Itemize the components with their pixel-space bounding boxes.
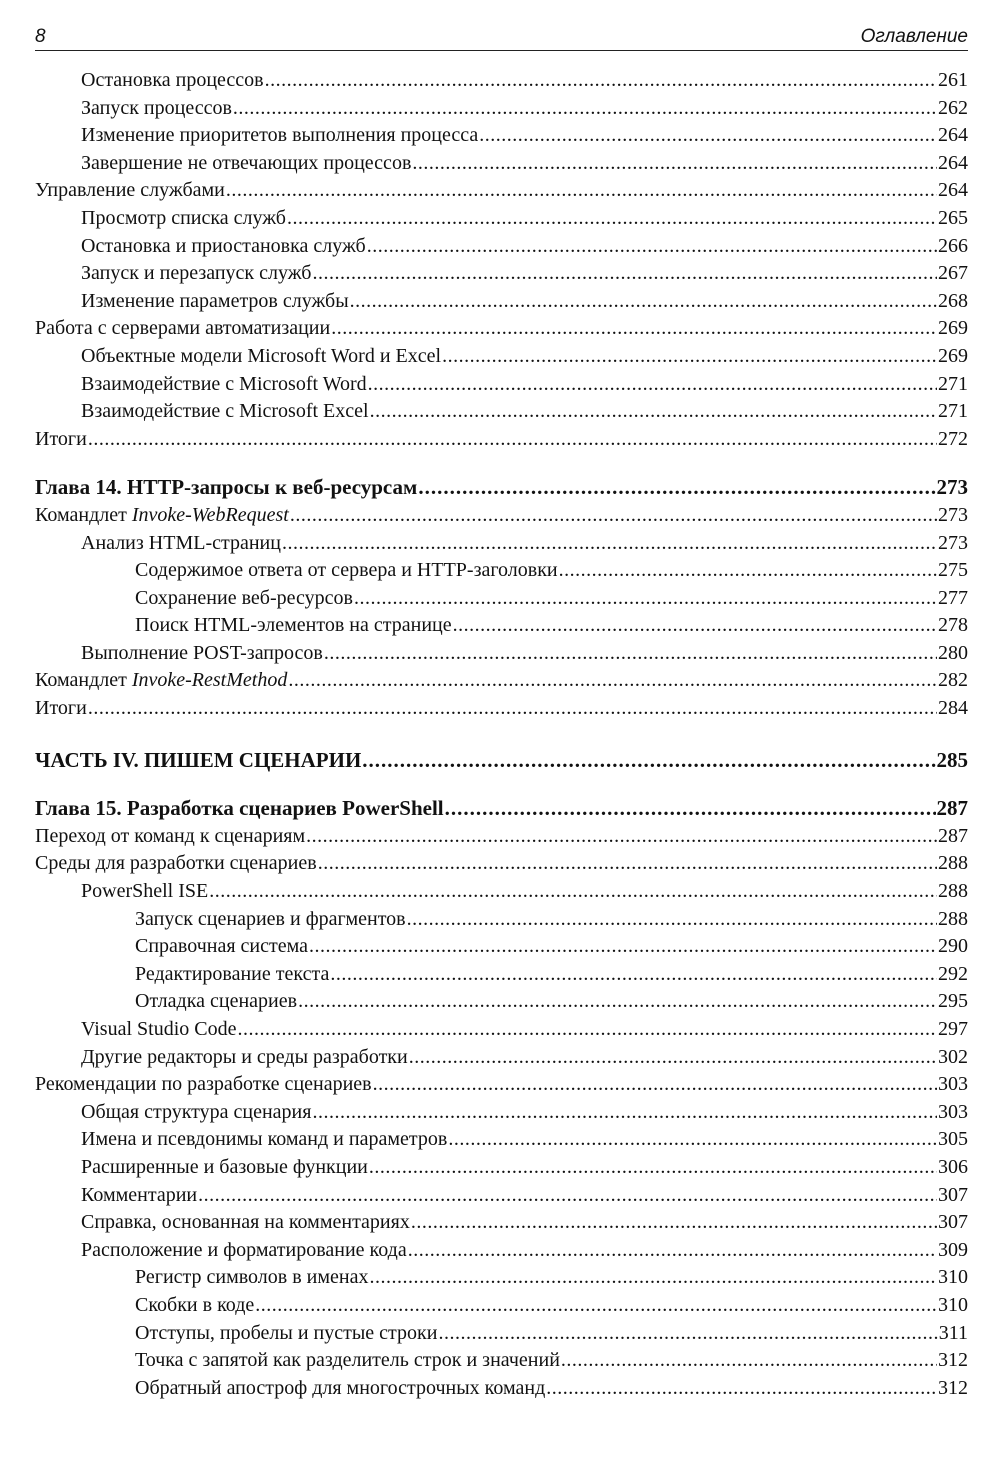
toc-entry-page: 267: [938, 262, 968, 285]
toc-entry-title-text: Среды для разработки сценариев: [35, 852, 317, 875]
toc-entry: [35, 530, 968, 558]
toc-entry-page: 295: [938, 990, 968, 1013]
toc-entry-page: 285: [936, 747, 968, 772]
toc-entry-title-text: ЧАСТЬ IV. ПИШЕМ СЦЕНАРИИ: [35, 747, 362, 772]
toc-entry-title: [81, 205, 286, 233]
toc-entry: [35, 1264, 968, 1292]
toc-entry-page: 311: [938, 1321, 968, 1344]
dot-leader: [88, 695, 937, 723]
toc-entry-page: 287: [936, 796, 968, 821]
dot-leader: [445, 795, 936, 823]
toc-entry-page: 288: [938, 907, 968, 930]
toc-entry: [35, 205, 968, 233]
toc-entry-title: [135, 961, 329, 989]
toc-entry-title: [81, 1209, 410, 1237]
toc-entry-title-text: Рекомендации по разработке сценариев: [35, 1073, 372, 1096]
toc-entry: [35, 95, 968, 123]
toc-entry: [35, 1099, 968, 1127]
toc-entry-page: 297: [938, 1018, 968, 1040]
toc-entry: [35, 557, 968, 585]
toc-entry-title-text: Справочная система: [135, 935, 309, 958]
toc-entry: [35, 1126, 968, 1154]
dot-leader: [418, 474, 935, 502]
toc-entry-title-text: Итоги: [35, 697, 87, 720]
toc-entry-page: 261: [938, 69, 968, 91]
toc-entry-title: [81, 260, 311, 288]
toc-entry-page: 303: [938, 1073, 968, 1096]
dot-leader: [226, 177, 937, 205]
toc-entry-page: 307: [938, 1211, 968, 1234]
toc-entry-title-text: Объектные модели Microsoft Word и Excel: [81, 344, 442, 367]
table-of-contents: [35, 67, 968, 1402]
toc-entry: [35, 122, 968, 150]
toc-entry-page: 264: [938, 151, 968, 174]
dot-leader: [453, 612, 937, 640]
toc-entry-title-text: Расширенные и базовые функции: [81, 1155, 368, 1178]
toc-entry: [35, 640, 968, 668]
toc-entry-title: [35, 474, 417, 502]
toc-entry-cmdlet-name: Invoke-RestMethod: [131, 669, 288, 692]
toc-entry-title-text: Командлет: [35, 503, 132, 526]
toc-entry: [35, 371, 968, 399]
toc-entry-title: [135, 1292, 254, 1320]
toc-entry-title-text: Просмотр списка служб: [81, 206, 286, 229]
toc-entry-title: [35, 695, 87, 723]
toc-entry: [35, 850, 968, 878]
toc-entry-title: [81, 95, 232, 123]
toc-entry-title-text: Запуск и перезапуск служб: [81, 262, 312, 285]
dot-leader: [265, 67, 937, 95]
toc-entry-title: [81, 288, 349, 316]
toc-entry-title: [81, 1154, 368, 1182]
toc-entry-page: 278: [938, 614, 968, 637]
toc-entry-page: 269: [938, 317, 968, 340]
dot-leader: [561, 1347, 937, 1375]
toc-entry-title: [81, 122, 478, 150]
toc-entry-page: 292: [938, 962, 968, 985]
toc-entry: [35, 1320, 968, 1348]
toc-entry: [35, 1375, 968, 1403]
toc-entry: [35, 1154, 968, 1182]
toc-entry-title-text: Скобки в коде: [135, 1293, 255, 1316]
toc-entry-title-text: Имена и псевдонимы команд и параметров: [81, 1128, 448, 1151]
toc-entry: [35, 667, 968, 695]
toc-entry-page: 264: [938, 124, 968, 147]
toc-entry-title-text: Командлет: [35, 669, 132, 692]
toc-entry-page: 271: [938, 372, 968, 395]
toc-entry-title-text: Справка, основанная на комментариях: [81, 1211, 410, 1234]
toc-entry-page: 312: [938, 1376, 968, 1399]
toc-entry-title: [135, 906, 406, 934]
toc-entry-page: 284: [938, 697, 968, 720]
toc-entry-title: [35, 667, 287, 695]
dot-leader: [369, 1154, 937, 1182]
dot-leader: [438, 1320, 937, 1348]
dot-leader: [479, 122, 937, 150]
toc-entry-title-text: Visual Studio Code: [81, 1018, 237, 1040]
toc-entry: [35, 260, 968, 288]
dot-leader: [559, 557, 937, 585]
toc-entry-title-text: Глава 14. HTTP-запросы к веб-ресурсам: [35, 475, 418, 500]
toc-entry: [35, 398, 968, 426]
toc-entry-title: [35, 823, 305, 851]
toc-entry-title-text: Анализ HTML-страниц: [81, 531, 281, 554]
toc-entry-page: 273: [936, 475, 968, 500]
toc-entry-title: [81, 640, 323, 668]
toc-entry-title-text: Глава 15. Разработка сценариев PowerShell: [35, 796, 444, 821]
toc-entry: [35, 1209, 968, 1237]
toc-entry-title-text: Остановка и приостановка служб: [81, 234, 366, 257]
dot-leader: [309, 933, 937, 961]
toc-entry-page: 273: [938, 531, 968, 554]
toc-entry: [35, 1182, 968, 1210]
toc-entry-title-text: Завершение не отвечающих процессов: [81, 151, 412, 174]
dot-leader: [306, 823, 937, 851]
toc-entry: [35, 961, 968, 989]
section-title: Оглавление: [860, 26, 968, 47]
toc-entry-page: 275: [938, 559, 968, 582]
toc-entry-title-text: Отладка сценариев: [135, 990, 298, 1013]
toc-entry-title-text: Обратный апостроф для многострочных команд: [135, 1376, 546, 1399]
toc-entry-page: 290: [938, 935, 968, 958]
dot-leader: [411, 1209, 937, 1237]
toc-entry: [35, 988, 968, 1016]
toc-entry-title: [81, 343, 441, 371]
toc-entry-page: 288: [938, 880, 968, 903]
toc-entry: [35, 315, 968, 343]
toc-entry-title-text: Взаимодействие с Microsoft Excel: [81, 400, 369, 423]
toc-entry: [35, 343, 968, 371]
toc-entry-page: 310: [938, 1293, 968, 1316]
dot-leader: [233, 95, 937, 123]
toc-entry-page: 287: [938, 824, 968, 847]
toc-entry-title-text: Общая структура сценария: [81, 1100, 312, 1123]
dot-leader: [442, 343, 937, 371]
toc-entry-title-text: PowerShell ISE: [81, 880, 209, 903]
toc-entry: [35, 878, 968, 906]
toc-entry: [35, 1347, 968, 1375]
dot-leader: [331, 315, 937, 343]
toc-entry-title-text: Изменение приоритетов выполнения процесса: [81, 124, 479, 147]
toc-entry: [35, 150, 968, 178]
toc-entry-title: [35, 502, 289, 530]
toc-entry: [35, 585, 968, 613]
toc-entry-page: 268: [938, 289, 968, 312]
toc-entry-title-text: Изменение параметров службы: [81, 289, 349, 312]
toc-entry-title: [135, 1347, 560, 1375]
toc-entry-title-text: Переход от команд к сценариям: [35, 824, 306, 847]
dot-leader: [298, 988, 937, 1016]
toc-entry: [35, 426, 968, 454]
toc-entry: [35, 695, 968, 723]
toc-entry-page: 265: [938, 206, 968, 229]
dot-leader: [324, 640, 937, 668]
toc-entry-title: [35, 315, 330, 343]
toc-entry-title: [35, 426, 87, 454]
toc-entry-page: 305: [938, 1128, 968, 1151]
toc-entry-title: [81, 1126, 447, 1154]
toc-entry-page: 272: [938, 427, 968, 450]
toc-entry-page: 309: [938, 1238, 968, 1261]
toc-entry-title-text: Точка с запятой как разделитель строк и значений: [135, 1349, 560, 1372]
dot-leader: [209, 878, 937, 906]
toc-entry-title: [81, 371, 367, 399]
toc-entry: [35, 1292, 968, 1320]
dot-leader: [408, 1237, 937, 1265]
toc-entry-title: [81, 233, 366, 261]
toc-entry-title-text: Расположение и форматирование кода: [81, 1238, 407, 1261]
toc-entry-title-text: Работа с серверами автоматизации: [35, 317, 331, 340]
toc-entry-title: [81, 150, 411, 178]
toc-entry-title: [81, 878, 208, 906]
toc-entry-title-text: Содержимое ответа от сервера и HTTP-заголовки: [135, 559, 558, 582]
toc-entry-title-text: Итоги: [35, 427, 87, 450]
toc-entry-title: [35, 850, 317, 878]
dot-leader: [350, 288, 937, 316]
toc-entry-page: 307: [938, 1183, 968, 1206]
dot-leader: [237, 1016, 937, 1044]
dot-leader: [290, 502, 937, 530]
toc-entry-page: 273: [938, 503, 968, 526]
toc-entry-page: 271: [938, 400, 968, 423]
dot-leader: [312, 1099, 937, 1127]
toc-entry-title-text: Редактирование текста: [135, 962, 330, 985]
toc-entry-title: [81, 1237, 407, 1265]
toc-entry-page: 306: [938, 1155, 968, 1178]
toc-entry-title: [81, 1044, 408, 1072]
toc-entry-page: 262: [938, 96, 968, 119]
dot-leader: [287, 205, 937, 233]
toc-entry-page: 288: [938, 852, 968, 875]
toc-entry-title-text: Регистр символов в именах: [135, 1266, 369, 1289]
dot-leader: [409, 1044, 937, 1072]
toc-entry-title: [135, 933, 308, 961]
toc-entry: [35, 288, 968, 316]
toc-entry-title: [81, 530, 281, 558]
dot-leader: [373, 1071, 937, 1099]
toc-entry: [35, 933, 968, 961]
dot-leader: [330, 961, 937, 989]
toc-heading: [35, 795, 968, 823]
toc-entry-page: 266: [938, 234, 968, 257]
dot-leader: [367, 233, 937, 261]
toc-entry-page: 269: [938, 344, 968, 367]
dot-leader: [288, 667, 937, 695]
toc-entry: [35, 233, 968, 261]
toc-entry-page: 277: [938, 586, 968, 609]
toc-entry-title: [135, 988, 297, 1016]
book-page: [35, 22, 968, 1402]
toc-entry-title: [35, 1071, 372, 1099]
toc-entry-title: [81, 1099, 311, 1127]
dot-leader: [198, 1182, 937, 1210]
dot-leader: [407, 906, 937, 934]
toc-entry-title: [81, 1182, 197, 1210]
toc-entry-title: [35, 747, 361, 775]
toc-entry-title: [135, 585, 353, 613]
toc-entry: [35, 823, 968, 851]
dot-leader: [368, 371, 937, 399]
toc-entry-page: 312: [938, 1349, 968, 1372]
running-header: [35, 22, 968, 51]
dot-leader: [369, 1264, 937, 1292]
toc-entry-page: 282: [938, 669, 968, 692]
dot-leader: [318, 850, 937, 878]
toc-entry-cmdlet-name: Invoke-WebRequest: [131, 503, 289, 526]
toc-entry: [35, 1044, 968, 1072]
toc-entry-title: [81, 67, 264, 95]
toc-heading: [35, 474, 968, 502]
toc-entry-page: 302: [938, 1045, 968, 1068]
dot-leader: [370, 398, 937, 426]
toc-entry-title: [135, 557, 558, 585]
toc-entry-title-text: Управление службами: [35, 179, 225, 202]
toc-entry-title: [135, 1320, 437, 1348]
toc-entry-title-text: Другие редакторы и среды разработки: [81, 1045, 408, 1068]
toc-entry-title: [35, 177, 225, 205]
toc-entry-page: 303: [938, 1100, 968, 1123]
toc-entry-title-text: Поиск HTML-элементов на странице: [135, 614, 452, 637]
dot-leader: [88, 426, 937, 454]
toc-entry-title-text: Взаимодействие с Microsoft Word: [81, 372, 367, 395]
toc-entry-title: [81, 1016, 236, 1044]
dot-leader: [362, 747, 935, 775]
toc-entry-title-text: Выполнение POST-запросов: [81, 641, 323, 664]
dot-leader: [354, 585, 937, 613]
dot-leader: [312, 260, 937, 288]
toc-entry: [35, 67, 968, 95]
toc-entry-title-text: Сохранение веб-ресурсов: [135, 586, 353, 609]
toc-entry-title-text: Запуск сценариев и фрагментов: [135, 907, 406, 930]
toc-entry: [35, 1071, 968, 1099]
toc-entry-title: [135, 1264, 368, 1292]
page-number: 8: [35, 26, 46, 47]
toc-entry-title: [81, 398, 369, 426]
toc-entry: [35, 1016, 968, 1044]
toc-entry: [35, 612, 968, 640]
toc-entry-title: [135, 612, 452, 640]
toc-entry-page: 280: [938, 641, 968, 664]
dot-leader: [255, 1292, 937, 1320]
dot-leader: [412, 150, 937, 178]
toc-entry-title-text: Комментарии: [81, 1183, 198, 1206]
toc-entry: [35, 177, 968, 205]
toc-entry-title: [135, 1375, 545, 1403]
toc-entry: [35, 906, 968, 934]
toc-entry: [35, 1237, 968, 1265]
toc-heading: [35, 747, 968, 775]
toc-entry: [35, 502, 968, 530]
toc-entry-page: 264: [938, 179, 968, 202]
toc-entry-title-text: Отступы, пробелы и пустые строки: [135, 1321, 438, 1344]
dot-leader: [448, 1126, 937, 1154]
dot-leader: [282, 530, 937, 558]
toc-entry-title: [35, 795, 444, 823]
dot-leader: [546, 1375, 937, 1403]
toc-entry-title-text: Остановка процессов: [81, 69, 264, 91]
toc-entry-title-text: Запуск процессов: [81, 96, 232, 119]
toc-entry-page: 310: [938, 1266, 968, 1289]
